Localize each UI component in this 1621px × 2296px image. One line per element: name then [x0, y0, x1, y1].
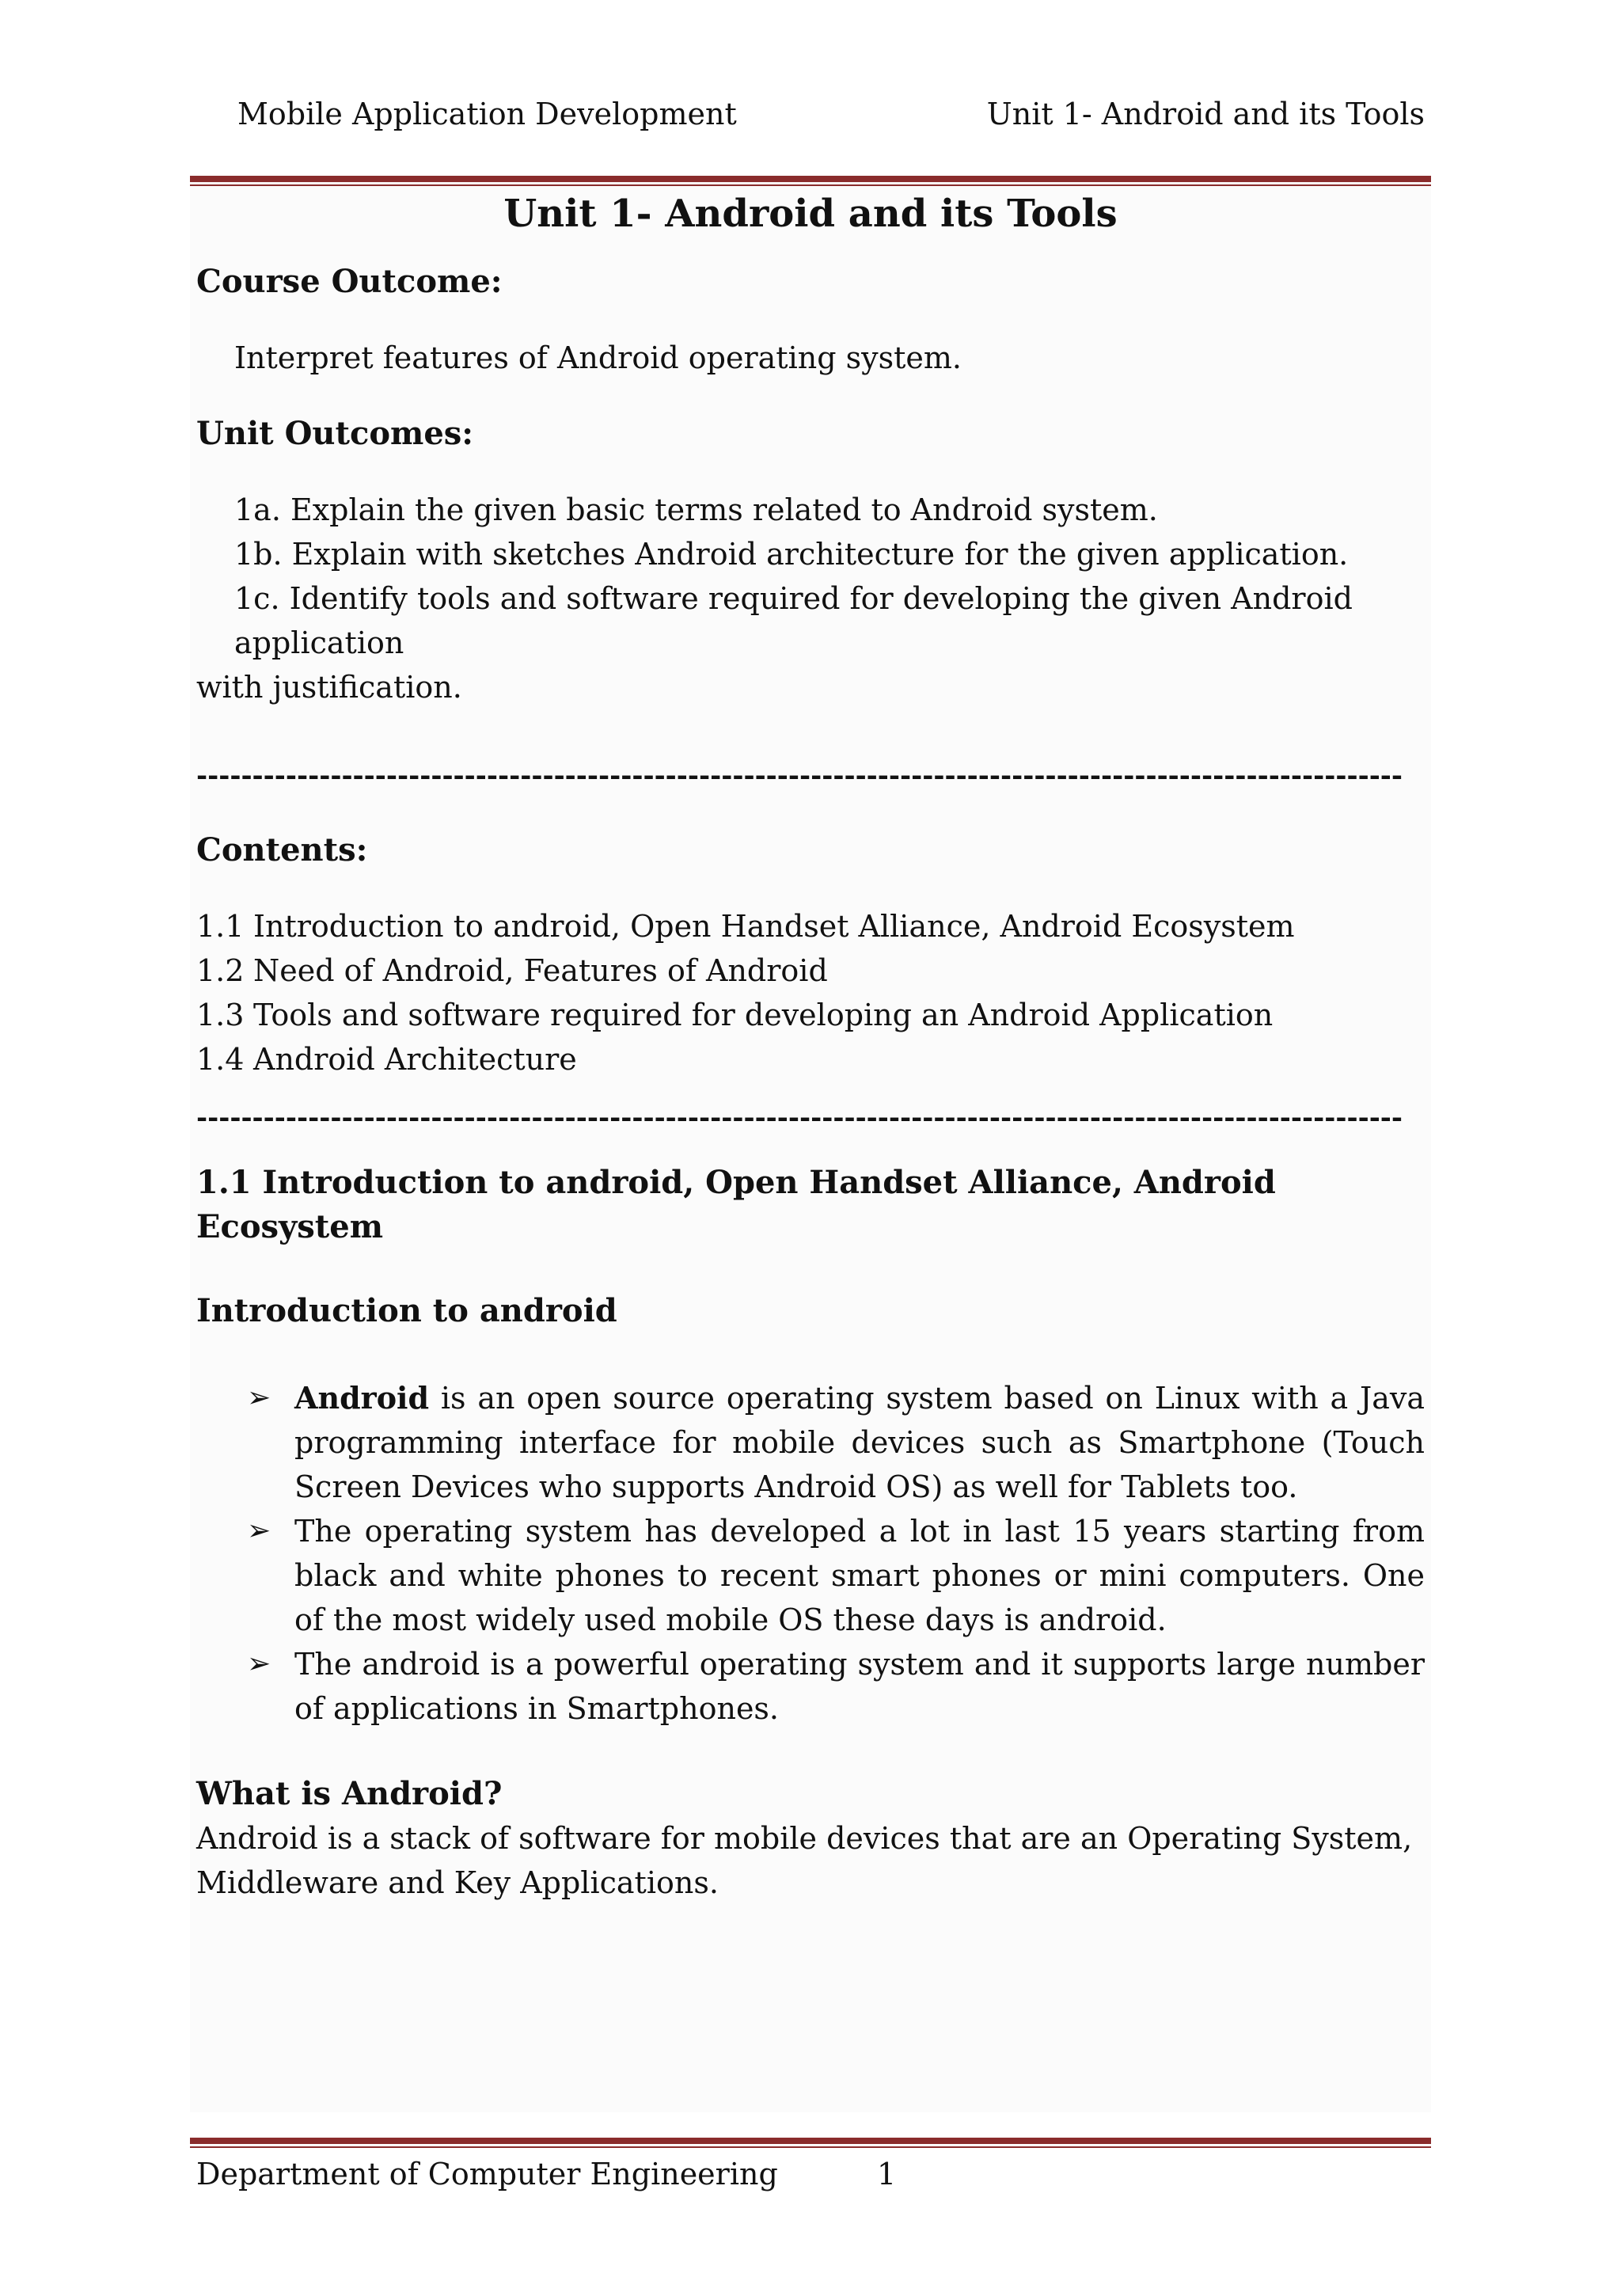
separator-line: ------------------------------------------------------------------------------------------------------------: [196, 1102, 1403, 1134]
contents-item-text: Introduction to android, Open Handset Alliance, Android Ecosystem: [253, 909, 1295, 944]
intro-bullet-list: [196, 1376, 1425, 1731]
contents-item: [196, 1037, 1425, 1081]
unit-outcome-1b: 1b. Explain with sketches Android architecture for the given application.: [234, 537, 1349, 572]
bullet-text: is an open source operating system based on Linux with a Java programming interface for mobile devices such as Smartphone (Touch Screen Devices who supports Android OS) as well for Tablets too.: [294, 1381, 1425, 1504]
what-is-android-text: Android is a stack of software for mobile devices that are an Operating System, Middleware and Key Applications.: [196, 1821, 1413, 1900]
contents-item-number: 1.1: [196, 909, 245, 944]
unit-outcomes-heading: Unit Outcomes:: [196, 415, 474, 452]
arrow-bullet-icon: ➢: [247, 1648, 271, 1680]
contents-item: [196, 948, 1425, 993]
page-content: [196, 181, 1425, 1905]
footer-rule: [190, 2138, 1431, 2149]
contents-item: [196, 904, 1425, 948]
course-outcome-heading: Course Outcome:: [196, 263, 503, 300]
contents-item-text: Tools and software required for developing an Android Application: [253, 998, 1274, 1032]
what-is-android-heading: What is Android?: [196, 1775, 503, 1812]
bullet-text: The operating system has developed a lot in last 15 years starting from black and white phones to recent smart phones or mini computers. One of the most widely used mobile OS these days is android.: [294, 1514, 1425, 1637]
contents-item-number: 1.4: [196, 1042, 245, 1077]
footer-department: Department of Computer Engineering: [196, 2157, 778, 2191]
arrow-bullet-icon: ➢: [247, 1382, 271, 1414]
contents-item: [196, 993, 1425, 1037]
running-header: [237, 97, 1425, 141]
unit-outcome-1c: 1c. Identify tools and software required for developing the given Android application: [234, 581, 1353, 660]
intro-android-heading: Introduction to android: [196, 1292, 617, 1329]
unit-outcome-1c-continuation: with justification.: [196, 670, 462, 705]
contents-item-number: 1.2: [196, 953, 245, 988]
contents-item-text: Android Architecture: [253, 1042, 577, 1077]
bullet-item: [247, 1642, 1425, 1731]
bullet-bold-term: Android: [294, 1380, 430, 1416]
page-footer: [196, 2157, 988, 2204]
separator-line: ------------------------------------------------------------------------------------------------------------: [196, 760, 1403, 792]
header-course-name: Mobile Application Development: [237, 97, 737, 131]
document-title: Unit 1- Android and its Tools: [503, 192, 1118, 236]
bullet-item: [247, 1509, 1425, 1642]
contents-list: [196, 904, 1425, 1081]
unit-outcome-1a: 1a. Explain the given basic terms related to Android system.: [234, 492, 1158, 527]
contents-heading: Contents:: [196, 831, 368, 869]
bullet-item: [247, 1376, 1425, 1509]
bullet-text: The android is a powerful operating system and it supports large number of applications in Smartphones.: [294, 1647, 1425, 1726]
header-unit-name: Unit 1- Android and its Tools: [986, 97, 1425, 131]
contents-item-text: Need of Android, Features of Android: [253, 953, 828, 988]
page-number: 1: [877, 2157, 897, 2191]
section-1-1-heading: 1.1 Introduction to android, Open Handset Alliance, Android Ecosystem: [196, 1164, 1276, 1245]
contents-item-number: 1.3: [196, 998, 245, 1032]
course-outcome-text: Interpret features of Android operating system.: [234, 340, 962, 375]
arrow-bullet-icon: ➢: [247, 1515, 271, 1547]
